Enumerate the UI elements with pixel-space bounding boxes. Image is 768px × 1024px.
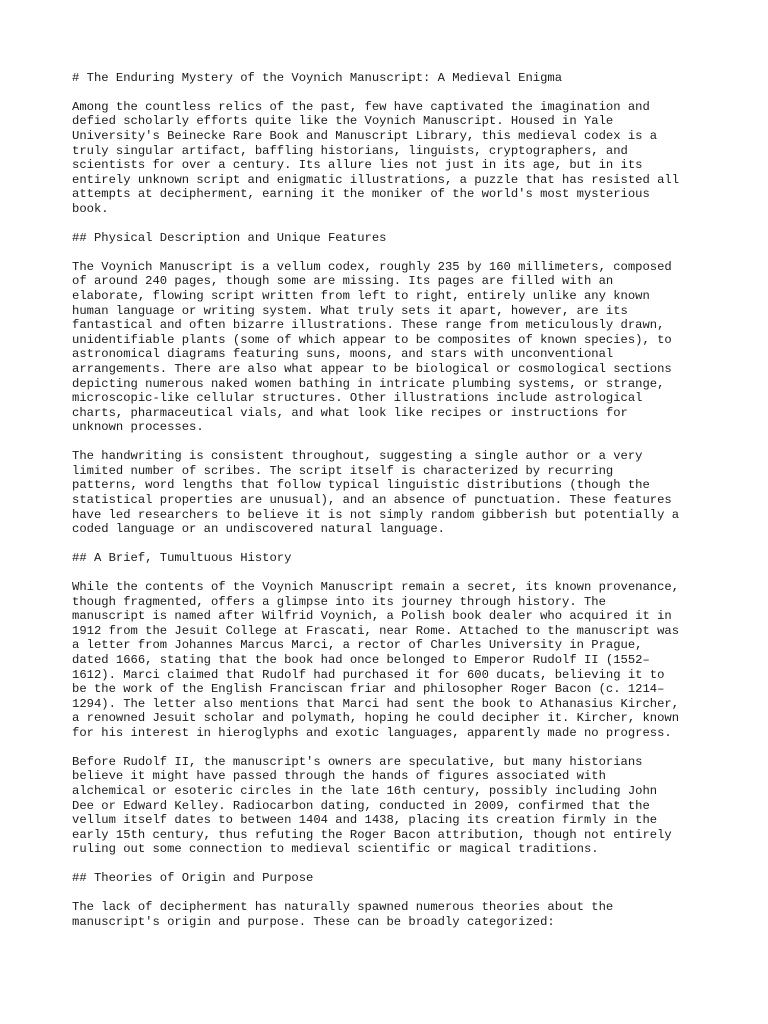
heading-history: [72, 551, 708, 566]
history-paragraph-1: [72, 580, 708, 741]
text-line: charts, pharmaceutical vials, and what look like recipes or instructions for: [72, 405, 628, 420]
heading-line: ## A Brief, Tumultuous History: [72, 551, 292, 566]
heading-line: ## Physical Description and Unique Features: [72, 230, 387, 245]
text-line: statistical properties are unusual), and an absence of punctuation. These features: [72, 493, 672, 508]
history-paragraph-2: [72, 755, 708, 857]
text-line: defied scholarly efforts quite like the Voynich Manuscript. Housed in Yale: [72, 114, 614, 129]
text-line: believe it might have passed through the hands of figures associated with: [72, 769, 606, 784]
text-line: truly singular artifact, baffling historians, linguists, cryptographers, and: [72, 143, 628, 158]
text-line: While the contents of the Voynich Manuscript remain a secret, its known provenance,: [72, 580, 680, 594]
heading-theories: [72, 871, 708, 886]
heading-physical-description: [72, 231, 708, 246]
text-line: Before Rudolf II, the manuscript's owners are speculative, but many historians: [72, 754, 643, 769]
text-line: early 15th century, thus refuting the Roger Bacon attribution, though not entirely: [72, 827, 672, 842]
heading-line: ## Theories of Origin and Purpose: [72, 871, 314, 886]
text-line: a renowned Jesuit scholar and polymath, hoping he could decipher it. Kircher, known: [72, 711, 680, 726]
text-line: have led researchers to believe it is not simply random gibberish but potentially a: [72, 507, 680, 522]
text-line: scientists for over a century. Its allure lies not just in its age, but in its: [72, 158, 643, 173]
text-line: University's Beinecke Rare Book and Manuscript Library, this medieval codex is a: [72, 129, 658, 144]
text-line: 1612). Marci claimed that Rudolf had purchased it for 600 ducats, believing it to: [72, 667, 665, 682]
text-line: depicting numerous naked women bathing in intricate plumbing systems, or strange,: [72, 376, 665, 391]
text-line: vellum itself dates to between 1404 and 1438, placing its creation firmly in the: [72, 813, 658, 828]
intro-paragraph: [72, 100, 708, 217]
text-line: fantastical and often bizarre illustrations. These range from meticulously drawn,: [72, 318, 665, 333]
text-line: unidentifiable plants (some of which appear to be composites of known species), to: [72, 332, 672, 347]
text-line: manuscript's origin and purpose. These can be broadly categorized:: [72, 914, 555, 929]
document-title: [72, 71, 708, 86]
text-line: unknown processes.: [72, 420, 204, 435]
text-line: attempts at decipherment, earning it the moniker of the world's most mysterious: [72, 187, 650, 202]
text-line: book.: [72, 202, 109, 217]
text-line: The handwriting is consistent throughout, suggesting a single author or a very: [72, 449, 643, 464]
text-line: a letter from Johannes Marcus Marci, a rector of Charles University in Prague,: [72, 638, 643, 653]
text-line: entirely unknown script and enigmatic illustrations, a puzzle that has resisted all: [72, 172, 680, 187]
text-line: patterns, word lengths that follow typical linguistic distributions (though the: [72, 478, 650, 493]
text-line: limited number of scribes. The script itself is characterized by recurring: [72, 463, 614, 478]
text-line: of around 240 pages, though some are missing. Its pages are filled with an: [72, 274, 614, 289]
text-line: 1912 from the Jesuit College at Frascati, near Rome. Attached to the manuscript was: [72, 623, 680, 638]
text-line: The lack of decipherment has naturally spawned numerous theories about the: [72, 900, 614, 915]
text-line: coded language or an undiscovered natural language.: [72, 522, 445, 537]
text-line: The Voynich Manuscript is a vellum codex, roughly 235 by 160 millimeters, composed: [72, 259, 672, 274]
text-line: arrangements. There are also what appear to be biological or cosmological sections: [72, 361, 672, 376]
text-line: be the work of the English Franciscan friar and philosopher Roger Bacon (c. 1214–: [72, 682, 665, 697]
physical-paragraph-1: [72, 260, 708, 435]
text-line: for his interest in hieroglyphs and exotic languages, apparently made no progress.: [72, 725, 672, 740]
text-line: ruling out some connection to medieval scientific or magical traditions.: [72, 842, 599, 857]
text-line: elaborate, flowing script written from left to right, entirely unlike any known: [72, 289, 650, 304]
text-line: 1294). The letter also mentions that Marci had sent the book to Athanasius Kircher,: [72, 696, 680, 711]
text-line: microscopic-like cellular structures. Other illustrations include astrological: [72, 391, 643, 406]
title-line: # The Enduring Mystery of the Voynich Manuscript: A Medieval Enigma: [72, 71, 563, 85]
text-line: Dee or Edward Kelley. Radiocarbon dating, conducted in 2009, confirmed that the: [72, 798, 650, 813]
text-line: though fragmented, offers a glimpse into its journey through history. The: [72, 594, 606, 609]
text-line: dated 1666, stating that the book had once belonged to Emperor Rudolf II (1552–: [72, 652, 650, 667]
physical-paragraph-2: [72, 449, 708, 537]
text-line: manuscript is named after Wilfrid Voynich, a Polish book dealer who acquired it in: [72, 609, 672, 624]
theories-paragraph-1: [72, 900, 708, 929]
text-line: alchemical or esoteric circles in the late 16th century, possibly including John: [72, 784, 658, 799]
text-line: astronomical diagrams featuring suns, moons, and stars with unconventional: [72, 347, 614, 362]
text-line: Among the countless relics of the past, few have captivated the imagination and: [72, 99, 650, 114]
text-line: human language or writing system. What truly sets it apart, however, are its: [72, 303, 628, 318]
